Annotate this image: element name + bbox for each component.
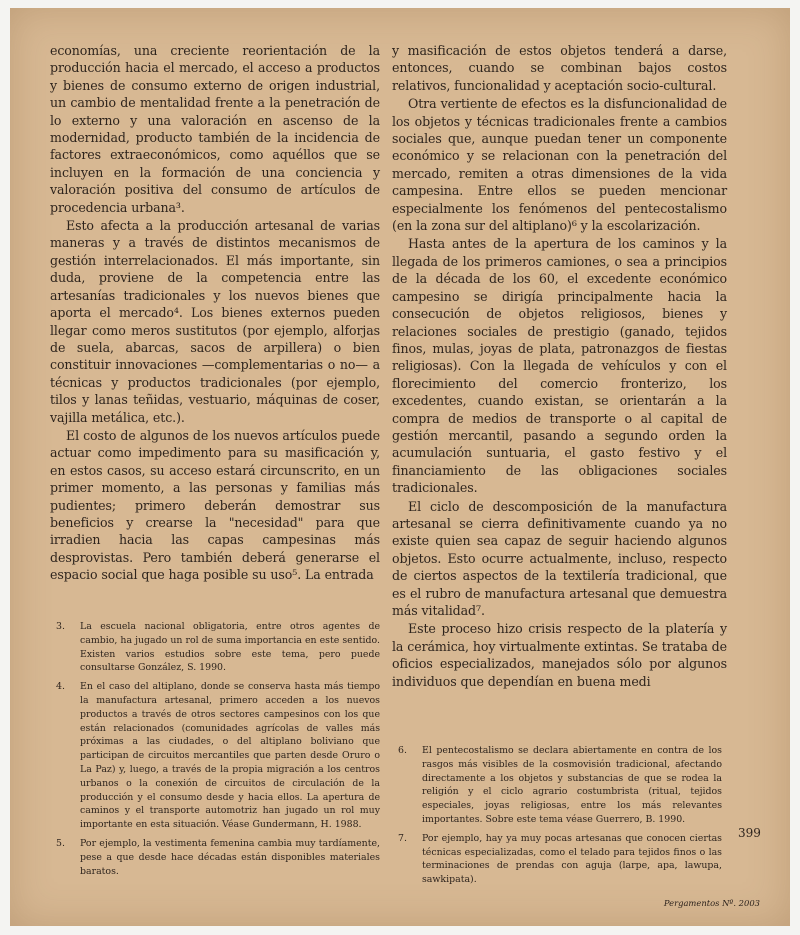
right-column bbox=[392, 42, 727, 690]
paragraph: El costo de algunos de los nuevos artículos puede actuar como impedimento para su masificación y, en estos casos, su acceso estará circunscrito, en un primer momento, a las personas y familias más pudientes; primero deberán demostrar sus beneficios y crearse la "necesidad" para que irradien hacia las capas campesinas más desprovistas. Pero también deberá generarse el espacio social que haga posible su uso⁵. La entrada bbox=[50, 427, 380, 583]
document-page bbox=[10, 8, 790, 926]
left-column bbox=[50, 42, 380, 584]
footnote-number: 4. bbox=[56, 681, 65, 693]
running-footer: Pergamentos Nº. 2003 bbox=[663, 898, 760, 908]
footnote-number: 7. bbox=[398, 832, 407, 844]
footnote-text: En el caso del altiplano, donde se conserva hasta más tiempo la manufactura artesanal, primero acceden a los nuevos productos a través de otros sectores campesinos con los que están relacionados (comunidades agrícolas de valles más próximas a las ciudades, o del altiplano boliviano que participan de circuitos mercantiles que parten desde Oruro o La Paz) y, luego, a través de la propia migración a los centros urbanos o la conexión de circuitos de circulación de la producción y el consumo desde y hacia ellos. La apertura de caminos y el transporte automotriz han jugado un rol muy importante en esta situación. Véase Gundermann, H. 1988. bbox=[80, 681, 380, 831]
paragraph: Otra vertiente de efectos es la disfuncionalidad de los objetos y técnicas tradicionales frente a cambios sociales que, aunque puedan tener un componente económico y se relacionan con la penetración del mercado, remiten a otras dimensiones de la vida campesina. Entre ellos se pueden mencionar especialmente los fenómenos del pentecostalismo (en la zona sur del altiplano)⁶ y la escolarización. bbox=[392, 96, 727, 234]
footnote bbox=[392, 744, 722, 827]
paragraph: Este proceso hizo crisis respecto de la platería y la cerámica, hoy virtualmente extintas. Se trataba de oficios especializados, manejados sólo por algunos individuos que dependían en buena medi bbox=[392, 621, 727, 689]
footnote-text: Por ejemplo, la vestimenta femenina cambia muy tardíamente, pese a que desde hace décadas están disponibles materiales baratos. bbox=[80, 837, 380, 877]
footnote-text: El pentecostalismo se declara abiertamente en contra de los rasgos más visibles de la cosmovisión tradicional, afectando directamente a los objetos y substancias de que se rodea la religión y el ciclo agrario costumbrista (ritual, tejidos especiales, joyas religiosas, entre los más relevantes importantes. Sobre este tema véase Guerrero, B. 1990. bbox=[422, 745, 722, 825]
footnote bbox=[50, 620, 380, 675]
footnote-text: Por ejemplo, hay ya muy pocas artesanas que conocen ciertas técnicas especializadas, como el telado para tejidos finos o las terminaciones de prendas con aguja (larpe, apa, lawupa, sawkipata). bbox=[422, 832, 722, 886]
footnote-text: La escuela nacional obligatoria, entre otros agentes de cambio, ha jugado un rol de suma importancia en este sentido. Existen varios estudios sobre este tema, pero puede consultarse González, S. 1990. bbox=[80, 621, 380, 674]
paragraph: Hasta antes de la apertura de los caminos y la llegada de los primeros camiones, o sea a principios de la década de los 60, el excedente económico campesino se dirigía principalmente hacia la consecución de objetos religiosos, bienes y relaciones sociales de prestigio (ganado, tejidos finos, mulas, joyas de plata, patronazgos de fiestas religiosas). Con la llegada de vehículos y con el florecimiento del comercio fronterizo, los excedentes, cuando existan, se orientarán a la compra de medios de transporte o al capital de gestión mercantil, pasando a segundo orden la acumulación suntuaria, el gasto festivo y el financiamiento de las obligaciones sociales tradicionales. bbox=[392, 236, 727, 496]
footnote bbox=[50, 837, 380, 878]
footnotes-left bbox=[50, 620, 380, 883]
footnote-number: 5. bbox=[56, 837, 65, 849]
paragraph: Esto afecta a la producción artesanal de varias maneras y a través de distintos mecanismos de gestión interrelacionados. El más importante, sin duda, proviene de la competencia entre las artesanías tradicionales y los nuevos bienes que aporta el mercado⁴. Los bienes externos pueden llegar como meros sustitutos (por ejemplo, alforjas de suela, abarcas, sacos de arpillera) o bien constituir innovaciones —complementarias o no— a técnicas y productos tradicionales (por ejemplo, tilos y lanas teñidas, vestuario, máquinas de coser, vajilla metálica, etc.). bbox=[50, 218, 380, 425]
footnote-number: 3. bbox=[56, 621, 65, 632]
paragraph: economías, una creciente reorientación de la producción hacia el mercado, el acceso a productos y bienes de consumo externo de origen industrial, un cambio de mentalidad frente a la penetración de lo externo y una valoración en ascenso de la modernidad, producto también de la incidencia de factores extraeconómicos, como aquéllos que se incluyen en la formación de una conciencia y valoración positiva del consumo de artículos de procedencia urbana³. bbox=[50, 43, 380, 215]
footnote bbox=[50, 680, 380, 832]
paragraph: El ciclo de descomposición de la manufactura artesanal se cierra definitivamente cuando ya no existe quien sea capaz de seguir haciendo algunos objetos. Esto ocurre actualmente, incluso, respecto de ciertos aspectos de la textilería tradicional, que es el rubro de manufactura artesanal que demuestra más vitalidad⁷. bbox=[392, 498, 727, 618]
footnotes-right bbox=[392, 744, 722, 892]
paragraph: y masificación de estos objetos tenderá a darse, entonces, cuando se combinan bajos costos relativos, funcionalidad y aceptación socio-cultural. bbox=[392, 43, 727, 93]
footnote-number: 6. bbox=[398, 745, 407, 756]
footnote bbox=[392, 832, 722, 887]
page-number: 399 bbox=[738, 826, 761, 840]
